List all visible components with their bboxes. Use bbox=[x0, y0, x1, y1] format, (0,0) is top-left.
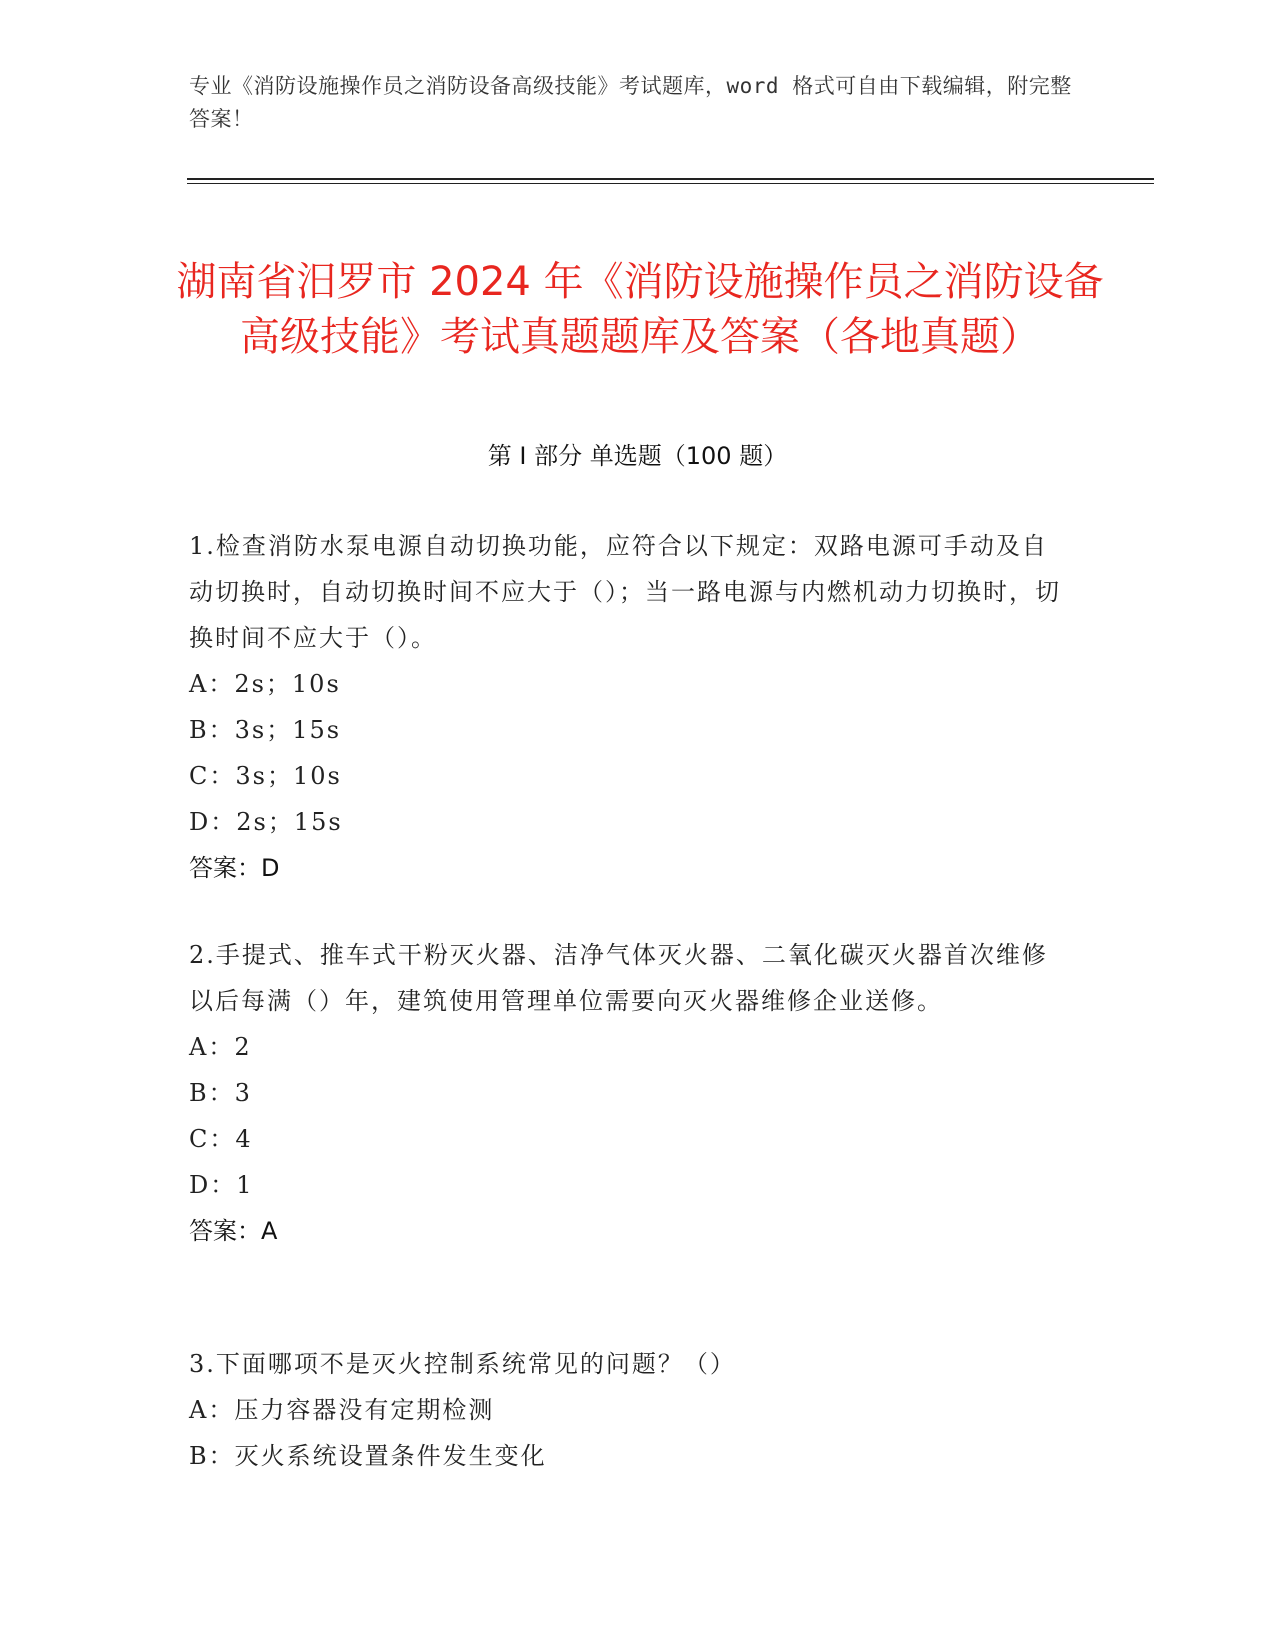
question-2 bbox=[189, 932, 1069, 1254]
answer: 答案：D bbox=[189, 854, 280, 882]
option-b: B：3s；15s bbox=[189, 716, 342, 744]
option-a: A：压力容器没有定期检测 bbox=[189, 1396, 495, 1424]
question-stem: 2.手提式、推车式干粉灭火器、洁净气体灭火器、二氧化碳灭火器首次维修以后每满（）年，建筑使用管理单位需要向灭火器维修企业送修。 bbox=[189, 941, 1048, 1015]
option-d: D：1 bbox=[189, 1171, 254, 1199]
header-note: 专业《消防设施操作员之消防设备高级技能》考试题库，word 格式可自由下载编辑，附完整答案！ bbox=[189, 74, 1072, 131]
question-stem: 3.下面哪项不是灭火控制系统常见的问题？（） bbox=[189, 1350, 736, 1378]
option-c: C：4 bbox=[189, 1125, 253, 1153]
question-stem: 1.检查消防水泵电源自动切换功能，应符合以下规定：双路电源可手动及自动切换时，自动切换时间不应大于（）；当一路电源与内燃机动力切换时，切换时间不应大于（）。 bbox=[189, 532, 1061, 652]
header-rule-thick bbox=[187, 178, 1154, 180]
question-3 bbox=[189, 1341, 1069, 1479]
option-b: B：3 bbox=[189, 1079, 252, 1107]
document-title: 湖南省汨罗市 2024 年《消防设施操作员之消防设备高级技能》考试真题题库及答案（各地真题） bbox=[176, 258, 1104, 360]
option-a: A：2s；10s bbox=[189, 670, 341, 698]
header-rule-thin bbox=[187, 183, 1154, 184]
option-d: D：2s；15s bbox=[189, 808, 343, 836]
question-1 bbox=[189, 523, 1069, 891]
answer: 答案：A bbox=[189, 1217, 278, 1245]
option-b: B：灭火系统设置条件发生变化 bbox=[189, 1442, 547, 1470]
option-a: A：2 bbox=[189, 1033, 252, 1061]
option-c: C：3s；10s bbox=[189, 762, 342, 790]
section-heading: 第 I 部分 单选题（100 题） bbox=[487, 442, 788, 470]
